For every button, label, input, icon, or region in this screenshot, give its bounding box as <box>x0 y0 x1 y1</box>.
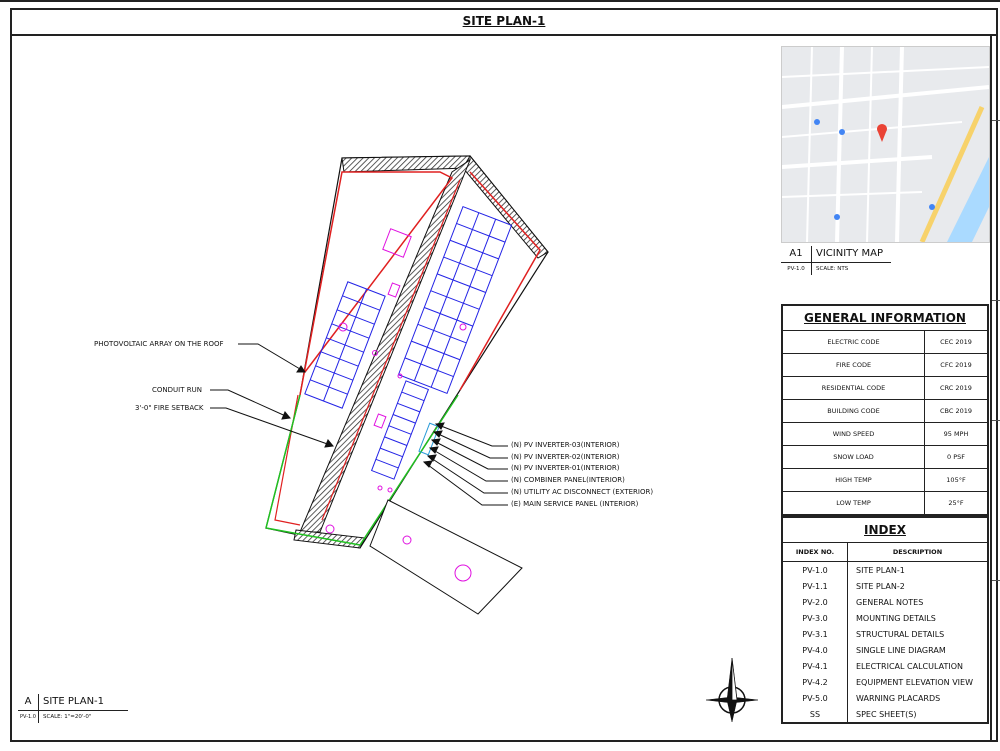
vicinity-map-image <box>781 46 990 243</box>
index-desc: GENERAL NOTES <box>856 597 924 607</box>
table-row <box>782 469 988 492</box>
right-leaders <box>424 423 508 505</box>
table-row <box>782 626 988 642</box>
site-plan-name: SITE PLAN-1 <box>43 696 105 707</box>
callout-conduit-run: CONDUIT RUN <box>152 386 202 394</box>
callout-ac-disconnect: (N) UTILITY AC DISCONNECT (EXTERIOR) <box>511 488 654 496</box>
index-desc: SINGLE LINE DIAGRAM <box>856 645 946 655</box>
table-row <box>782 610 988 626</box>
table-row <box>782 354 988 377</box>
vicinity-sheet: PV-1.0 <box>781 263 812 275</box>
table-row <box>782 562 988 579</box>
table-row <box>782 690 988 706</box>
gi-label: ELECTRIC CODE <box>782 331 925 354</box>
index-table <box>781 516 989 724</box>
general-information-title: GENERAL INFORMATION <box>782 305 988 331</box>
gi-label: LOW TEMP <box>782 492 925 516</box>
garage-outline <box>370 500 522 614</box>
gi-value: 0 PSF <box>925 446 989 469</box>
callout-pv-array: PHOTOVOLTAIC ARRAY ON THE ROOF <box>94 340 224 348</box>
index-desc: SITE PLAN-1 <box>856 565 905 575</box>
index-desc: WARNING PLACARDS <box>856 693 941 703</box>
table-row <box>782 446 988 469</box>
index-no: SS <box>782 706 848 723</box>
gi-label: HIGH TEMP <box>782 469 925 492</box>
gi-value: CRC 2019 <box>925 377 989 400</box>
index-no: PV-1.1 <box>782 578 848 594</box>
callout-inverter-03: (N) PV INVERTER-03(INTERIOR) <box>511 441 620 449</box>
callout-inverter-01: (N) PV INVERTER-01(INTERIOR) <box>511 464 620 472</box>
table-row <box>782 706 988 723</box>
table-row <box>782 331 988 354</box>
index-desc: SITE PLAN-2 <box>856 581 905 591</box>
callout-main-service-panel: (E) MAIN SERVICE PANEL (INTERIOR) <box>511 500 639 508</box>
vicinity-name: VICINITY MAP <box>816 248 884 259</box>
index-desc: ELECTRICAL CALCULATION <box>856 661 963 671</box>
index-no: PV-1.0 <box>782 562 848 579</box>
index-title: INDEX <box>782 517 988 543</box>
site-plan-id: A <box>18 694 39 710</box>
table-row <box>782 674 988 690</box>
index-col-desc: DESCRIPTION <box>848 543 989 562</box>
gi-value: CEC 2019 <box>925 331 989 354</box>
table-row <box>782 400 988 423</box>
table-row <box>782 594 988 610</box>
vicinity-id: A1 <box>781 246 812 262</box>
index-no: PV-4.2 <box>782 674 848 690</box>
index-col-no: INDEX NO. <box>782 543 848 562</box>
index-no: PV-5.0 <box>782 690 848 706</box>
index-no: PV-3.1 <box>782 626 848 642</box>
gi-label: FIRE CODE <box>782 354 925 377</box>
map-graphic <box>782 47 989 242</box>
site-plan-scale: SCALE: 1"=20'-0" <box>43 714 92 720</box>
gi-value: 105°F <box>925 469 989 492</box>
gi-value: CBC 2019 <box>925 400 989 423</box>
table-row <box>782 658 988 674</box>
site-plan-sheet: PV-1.0 <box>18 711 39 723</box>
callout-fire-setback: 3'-0" FIRE SETBACK <box>135 404 204 412</box>
gi-label: RESIDENTIAL CODE <box>782 377 925 400</box>
index-desc: SPEC SHEET(S) <box>856 709 917 719</box>
north-arrow <box>706 658 758 722</box>
gi-label: SNOW LOAD <box>782 446 925 469</box>
table-row <box>782 492 988 516</box>
table-row <box>782 377 988 400</box>
callout-combiner-panel: (N) COMBINER PANEL(INTERIOR) <box>511 476 625 484</box>
index-no: PV-4.0 <box>782 642 848 658</box>
index-desc: EQUIPMENT ELEVATION VIEW <box>856 677 974 687</box>
general-information-table <box>781 304 989 516</box>
table-row <box>782 642 988 658</box>
gi-value: 25°F <box>925 492 989 516</box>
index-desc: STRUCTURAL DETAILS <box>856 629 945 639</box>
vicinity-map-label <box>781 246 891 275</box>
index-no: PV-4.1 <box>782 658 848 674</box>
table-row <box>782 423 988 446</box>
index-desc: MOUNTING DETAILS <box>856 613 936 623</box>
vicinity-scale: SCALE: NTS <box>816 266 849 272</box>
page-title: SITE PLAN-1 <box>462 14 546 28</box>
gi-label: WIND SPEED <box>782 423 925 446</box>
callout-inverter-02: (N) PV INVERTER-02(INTERIOR) <box>511 453 620 461</box>
gi-label: BUILDING CODE <box>782 400 925 423</box>
index-no: PV-2.0 <box>782 594 848 610</box>
table-row <box>782 578 988 594</box>
index-no: PV-3.0 <box>782 610 848 626</box>
site-plan-label <box>18 694 128 723</box>
gi-value: 95 MPH <box>925 423 989 446</box>
gi-value: CFC 2019 <box>925 354 989 377</box>
